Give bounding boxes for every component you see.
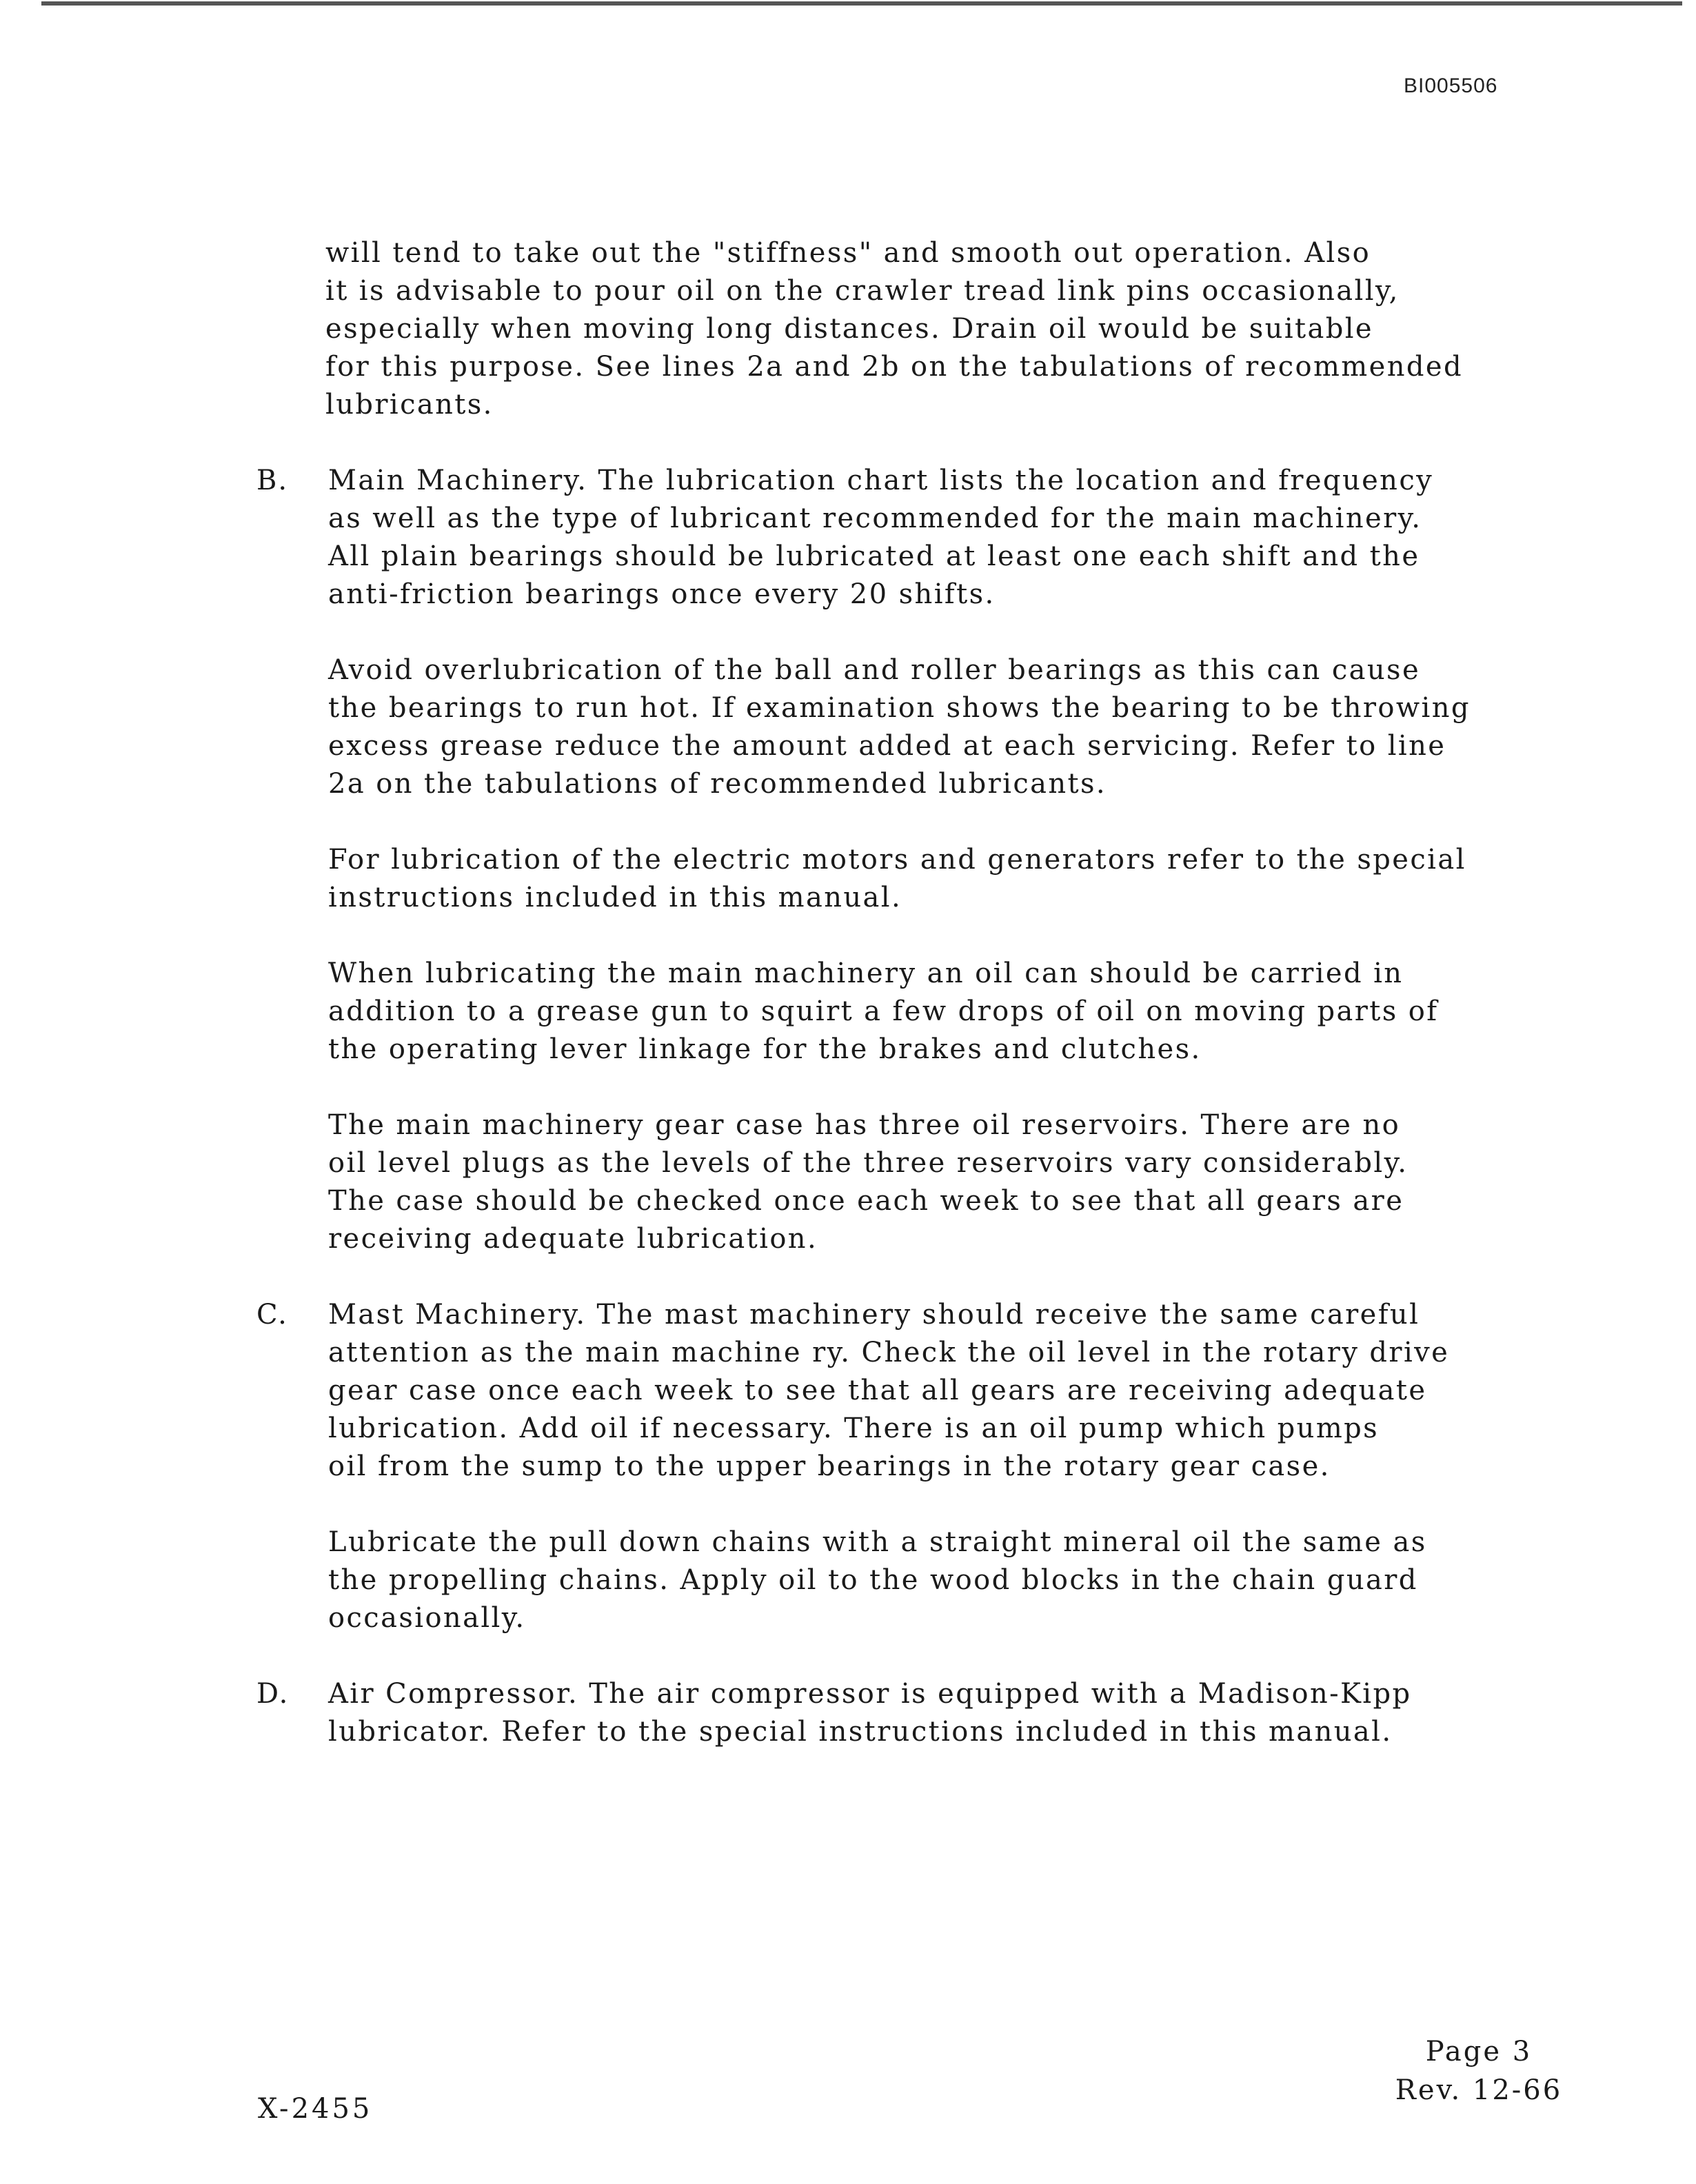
revision-date: Rev. 12-66 (1395, 2074, 1563, 2106)
section-first-paragraph (328, 1296, 1553, 1486)
document-body (256, 234, 1553, 1789)
section-b (256, 462, 1553, 1258)
section-marker: C. (256, 1299, 288, 1331)
section-paragraph: When lubricating the main machinery an oil can should be carried in addition to a grease gun to squirt a few drops of oil on moving parts of the operating lever linkage for the brakes and clutches. (328, 958, 1439, 1065)
section-text: The air compressor is equipped with a Madison-Kipp lubricator. Refer to the special instructions included in this manual. (328, 1678, 1412, 1748)
section-paragraph: For lubrication of the electric motors and generators refer to the special instructions included in this manual. (328, 844, 1466, 913)
document-number: X-2455 (258, 2093, 373, 2125)
section-c (256, 1296, 1553, 1637)
section-first-paragraph (328, 462, 1553, 614)
section-paragraph: Lubricate the pull down chains with a straight mineral oil the same as the propelling chains. Apply oil to the wood blocks in the chain guard occasionally. (328, 1526, 1427, 1634)
section-d (256, 1675, 1553, 1751)
section-paragraph: Avoid overlubrication of the ball and roller bearings as this can cause the bearings to run hot. If examination shows the bearing to be throwing excess grease reduce the amount added at each servicing. Refer to line 2a on the tabulations of recommended lubricants. (328, 654, 1471, 800)
section-marker: B. (256, 465, 289, 496)
top-rule (41, 1, 1682, 6)
section-text: The lubrication chart lists the location and frequency as well as the type of lubricant recommended for the main machinery. All plain bearings should be lubricated at least one each shift and the anti-friction bearings once every 20 shifts. (328, 465, 1434, 610)
section-paragraph: The main machinery gear case has three oil reservoirs. There are no oil level plugs as the levels of the three reservoirs vary considerably. The case should be checked once each week to see that all gears are receiving adequate lubrication. (328, 1109, 1409, 1255)
intro-paragraph: will tend to take out the "stiffness" and smooth out operation. Also it is advisable to pour oil on the crawler tread link pins occasionally, especially when moving long distances. Drain oil would be suitable for this purpose. See lines 2a and 2b on the tabulations of recommended lubricants. (325, 237, 1463, 421)
section-marker: D. (256, 1678, 290, 1710)
page-number: Page 3 (1425, 2036, 1533, 2067)
section-heading: Air Compressor. (328, 1678, 579, 1710)
section-heading: Mast Machinery. (328, 1299, 587, 1331)
section-first-paragraph (328, 1675, 1553, 1751)
section-text: The mast machinery should receive the same careful attention as the main machine ry. Check the oil level in the rotary drive gear case once each week to see that all gears are receiving adequate lubrication. Add oil if necessary. There is an oil pump which pumps oil from the sump to the upper bearings in the rotary gear case. (328, 1299, 1450, 1482)
document-id: BI005506 (1404, 74, 1498, 97)
page-info (1379, 2032, 1579, 2110)
section-heading: Main Machinery. (328, 465, 588, 496)
